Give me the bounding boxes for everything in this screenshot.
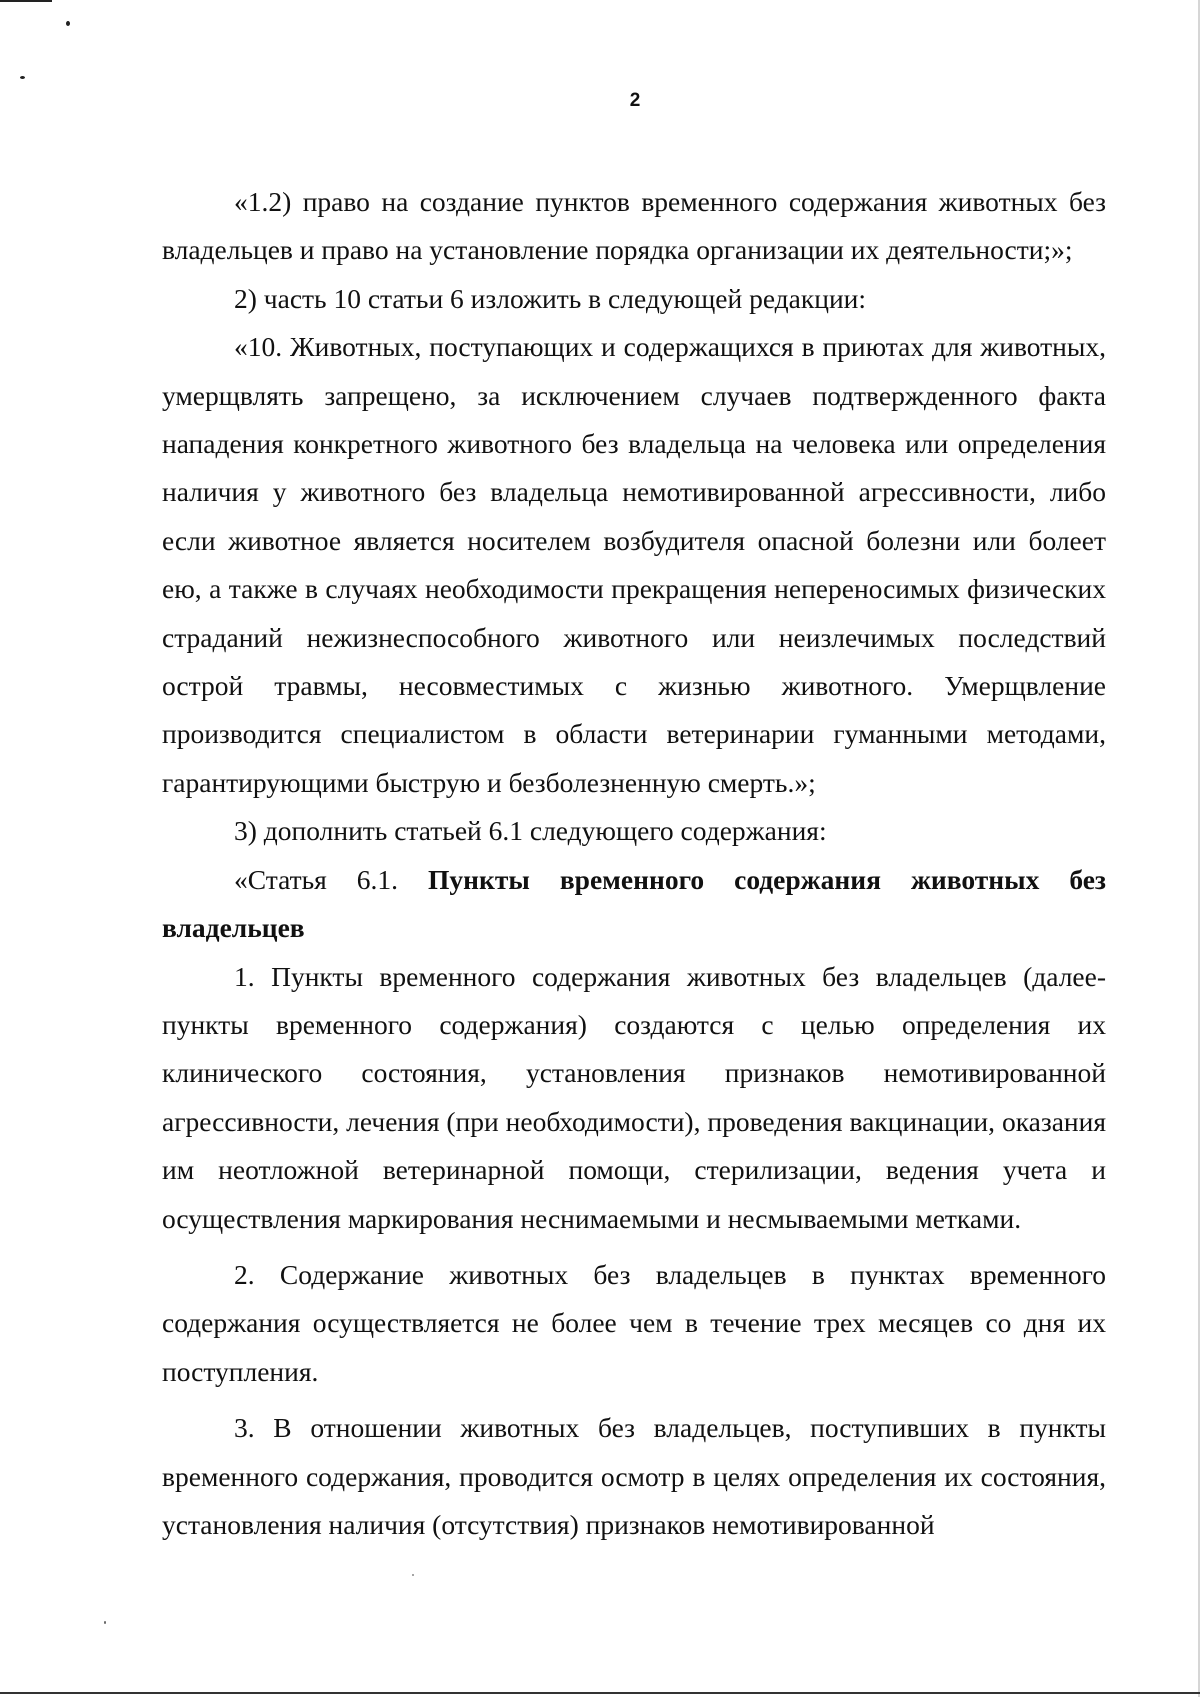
- paragraph-clause-1-2: «1.2) право на создание пунктов временного содержания животных без владельцев и право на установление порядка организации их деятельности;»;: [162, 186, 1106, 266]
- article-prefix: «Статья 6.1.: [234, 863, 399, 895]
- scan-speck: [412, 1574, 414, 1576]
- paragraph-amendment-3: 3) дополнить статьей 6.1 следующего содержания:: [234, 815, 827, 847]
- scan-speck: [66, 21, 70, 26]
- article-paragraph-1: 1. Пункты временного содержания животных без владельцев (далее-пункты временного содержания) создаются с целью определения их клинического состояния, установления признаков немотивированной агрессивности, лечения (при необходимости), проведения вакцинации, оказания им неотложной ветеринарной помощи, стерилизации, ведения учета и осуществления маркирования неснимаемыми и несмываемыми метками.: [162, 960, 1106, 1234]
- page-number: 2: [629, 90, 641, 111]
- article-paragraph-2: 2. Содержание животных без владельцев в пунктах временного содержания осуществляется не более чем в течение трех месяцев со дня их поступления.: [162, 1258, 1106, 1387]
- document-body: [162, 178, 1106, 1549]
- scan-speck: [104, 1621, 106, 1624]
- paragraph-amendment-2: 2) часть 10 статьи 6 изложить в следующей редакции:: [234, 282, 867, 314]
- scan-edge-top: [0, 0, 52, 2]
- scan-speck: [20, 76, 25, 79]
- article-title: Пункты временного содержания животных без владельцев: [162, 863, 1106, 944]
- paragraph-part-10: «10. Животных, поступающих и содержащихся в приютах для животных, умерщвлять запрещено, за исключением случаев подтвержденного факта нападения конкретного животного без владельца на человека или определения наличия у животного без владельца немотивированной агрессивности, либо если животное является носителем возбудителя опасной болезни или болеет ею, а также в случаях необходимости прекращения непереносимых физических страданий нежизнеспособного животного или неизлечимых последствий острой травмы, несовместимых с жизнью животного. Умерщвление производится специалистом в области ветеринарии гуманными методами, гарантирующими быструю и безболезненную смерть.»;: [162, 331, 1106, 798]
- article-heading: [162, 856, 1106, 953]
- scan-edge-bottom: [0, 1692, 1200, 1694]
- article-paragraph-3: 3. В отношении животных без владельцев, поступивших в пункты временного содержания, проводится осмотр в целях определения их состояния, установления наличия (отсутствия) признаков немотивированной: [162, 1412, 1106, 1540]
